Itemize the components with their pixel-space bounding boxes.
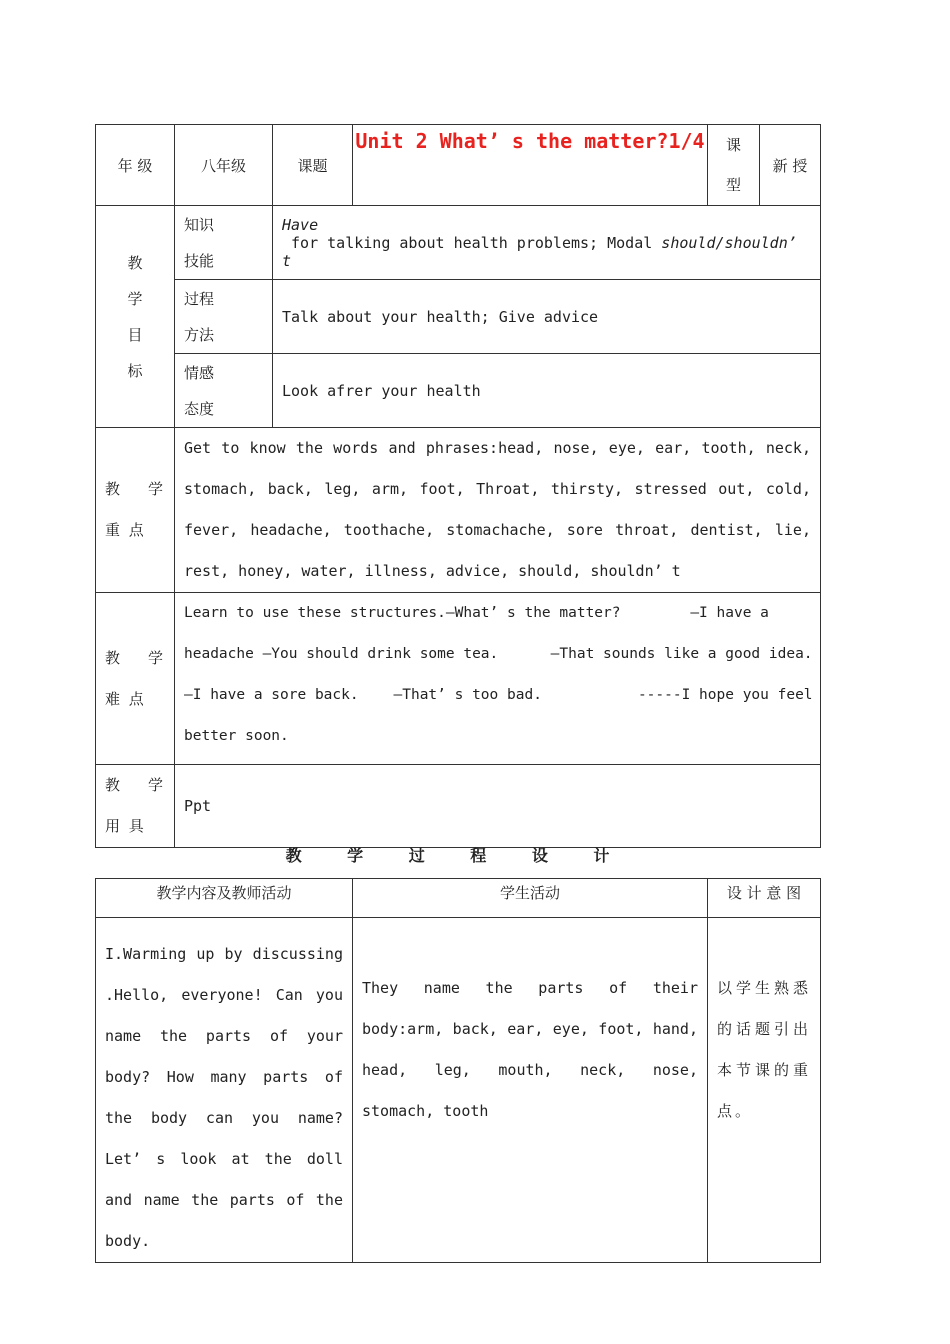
design-intent-content: 以学生熟悉的话题引出本节课的重点。 xyxy=(708,918,821,1263)
teacher-activity-header: 教学内容及教师活动 xyxy=(96,879,353,918)
student-activity-content: They name the parts of their body:arm, back, ear, eye, foot, hand, head, leg, mouth, neck, nose, stomach, tooth xyxy=(353,918,708,1263)
difficult-line: better soon. xyxy=(184,728,289,744)
objective-label xyxy=(175,354,273,428)
objective-row-process xyxy=(96,280,821,354)
key-points-row xyxy=(96,428,821,593)
objective-label xyxy=(175,280,273,354)
tools-row xyxy=(96,765,821,848)
grade-value: 八年级 xyxy=(175,125,273,206)
key-points-content: Get to know the words and phrases:head, nose, eye, ear, tooth, neck, stomach, back, leg, arm, foot, Throat, thirsty, stressed out, cold, fever, headache, toothache, stomachache, sore throat, dentist, lie, rest, honey, water, illness, advice, should, shouldn’ t xyxy=(175,428,821,593)
type-label xyxy=(708,125,760,206)
objective-content xyxy=(273,206,821,280)
objective-content-em: should/shouldn’ t xyxy=(282,233,797,270)
tools-content: Ppt xyxy=(175,765,821,848)
objective-label-line: 技能 xyxy=(184,251,215,270)
objective-content: Talk about your health; Give advice xyxy=(273,280,821,354)
objectives-label-char: 目 xyxy=(127,325,143,344)
type-value: 新 授 xyxy=(760,125,821,206)
lesson-info-table xyxy=(95,124,821,848)
type-label-2: 型 xyxy=(725,176,741,194)
objective-label-line: 态度 xyxy=(184,399,215,418)
difficult-line: —I have a sore back. —That’ s too bad. -----I hope you feel xyxy=(184,687,813,703)
objective-label xyxy=(175,206,273,280)
objective-label-line: 过程 xyxy=(184,289,215,308)
objective-label-line: 方法 xyxy=(184,325,215,344)
topic-value: Unit 2 What’ s the matter?1/4 xyxy=(353,125,708,206)
difficult-points-label: 教 学 难 点 xyxy=(96,593,175,765)
key-points-label: 教 学 重 点 xyxy=(96,428,175,593)
objectives-label xyxy=(96,206,175,428)
objectives-label-char: 教 xyxy=(127,253,143,272)
objective-content-text: for talking about health problems; Modal xyxy=(282,233,662,252)
type-label-1: 课 xyxy=(725,136,741,154)
objective-row-knowledge xyxy=(96,206,821,280)
header-row xyxy=(96,125,821,206)
grade-label: 年 级 xyxy=(96,125,175,206)
process-header-row xyxy=(96,879,821,918)
process-title: 教 学 过 程 设 计 xyxy=(285,846,630,865)
process-row xyxy=(96,918,821,1263)
tools-label: 教 学 用 具 xyxy=(96,765,175,848)
objectives-label-char: 学 xyxy=(127,289,143,308)
topic-label: 课题 xyxy=(273,125,353,206)
teacher-activity-content: I.Warming up by discussing .Hello, everyone! Can you name the parts of your body? How many parts of the body can you name? Let’ s look at the doll and name the parts of the body. xyxy=(96,918,353,1263)
objective-content-em: Have xyxy=(282,215,319,234)
student-activity-header: 学生活动 xyxy=(353,879,708,918)
difficult-line: headache —You should drink some tea. —That sounds like a good idea. xyxy=(184,646,813,662)
difficult-line: Learn to use these structures.—What’ s the matter? —I have a xyxy=(184,605,769,621)
objectives-label-char: 标 xyxy=(127,361,143,380)
objective-label-line: 知识 xyxy=(184,215,215,234)
design-intent-header: 设 计 意 图 xyxy=(708,879,821,918)
difficult-points-content xyxy=(175,593,821,765)
objective-content: Look afrer your health xyxy=(273,354,821,428)
process-table xyxy=(95,878,821,1263)
objective-label-line: 情感 xyxy=(184,363,215,382)
objective-row-attitude xyxy=(96,354,821,428)
difficult-points-row xyxy=(96,593,821,765)
